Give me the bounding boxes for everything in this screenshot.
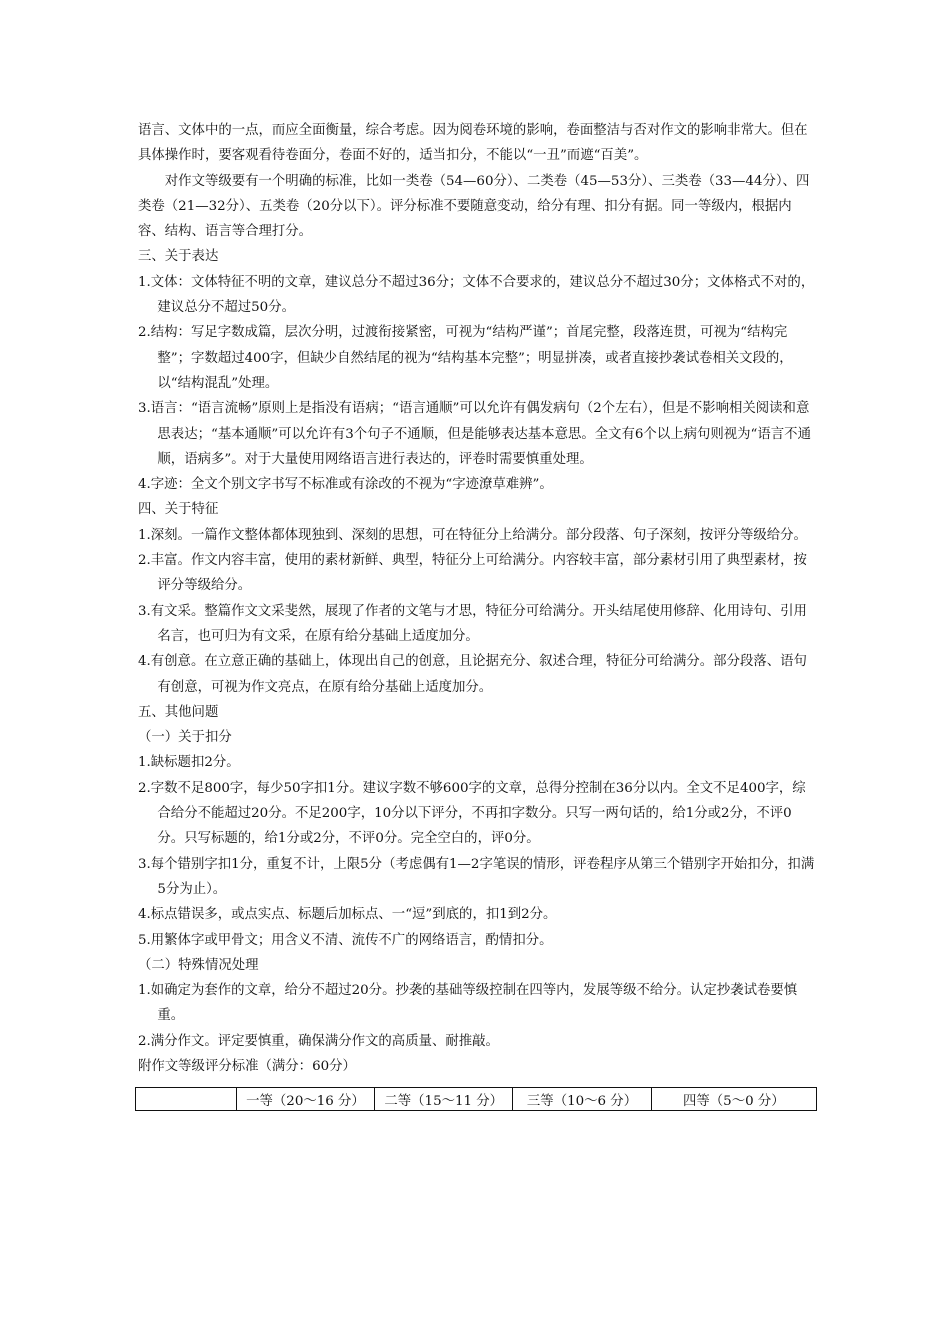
table-header-cell: 三等（10～6 分）: [513, 1088, 651, 1111]
table-header-cell: [136, 1088, 237, 1111]
table-header-cell: 一等（20～16 分）: [236, 1088, 374, 1111]
list-item: 2.满分作文。评定要慎重，确保满分作文的高质量、耐推敲。: [138, 1033, 499, 1049]
list-item: 2.结构：写足字数成篇，层次分明，过渡衔接紧密，可视为“结构严谨”；首尾完整，段落连贯，可视为“结构完整”；字数超过400字，但缺少自然结尾的视为“结构基本完整”；明显拼凑，或者直接抄袭试卷相关文段的，以“结构混乱”处理。: [138, 325, 793, 391]
list-item: 3.每个错别字扣1分，重复不计，上限5分（考虑偶有1—2字笔误的情形，评卷程序从第三个错别字开始扣分，扣满5分为止）。: [138, 856, 815, 897]
list-item: 1.如确定为套作的文章，给分不超过20分。抄袭的基础等级控制在四等内，发展等级不给分。认定抄袭试卷要慎重。: [138, 983, 798, 1024]
list-item: 1.缺标题扣2分。: [138, 755, 240, 771]
list-item: 1.深刻。一篇作文整体都体现独到、深刻的思想，可在特征分上给满分。部分段落、句子深刻，按评分等级给分。: [138, 527, 807, 543]
list-item: 3.有文采。整篇作文文采斐然，展现了作者的文笔与才思，特征分可给满分。开头结尾使用修辞、化用诗句、引用名言，也可归为有文采，在原有给分基础上适度加分。: [138, 603, 807, 644]
document-body: [138, 118, 818, 1079]
list-item: 1.文体：文体特征不明的文章，建议总分不超过36分；文体不合要求的，建议总分不超过30分；文体格式不对的，建议总分不超过50分。: [138, 274, 815, 316]
table-header-cell: 四等（5～0 分）: [651, 1088, 816, 1111]
subsection-heading: （一）关于扣分: [138, 730, 232, 746]
paragraph: 语言、文体中的一点，而应全面衡量，综合考虑。因为阅卷环境的影响，卷面整洁与否对作文的影响非常大。但在具体操作时，要客观看待卷面分，卷面不好的，适当扣分，不能以“一丑”而遮“百美”。: [138, 123, 808, 164]
list-item: 4.有创意。在立意正确的基础上，体现出自己的创意，且论据充分、叙述合理，特征分可给满分。部分段落、语句有创意，可视为作文亮点，在原有给分基础上适度加分。: [138, 654, 807, 695]
paragraph: 对作文等级要有一个明确的标准，比如一类卷（54—60分）、二类卷（45—53分）、三类卷（33—44分）、四类卷（21—32分）、五类卷（20分以下）。评分标准不要随意变动，给分有理、扣分有据。同一等级内，根据内容、结构、语言等合理打分。: [138, 173, 810, 240]
list-item: 3.语言：“语言流畅”原则上是指没有语病；“语言通顺”可以允许有偶发病句（2个左右），但是不影响相关阅读和意思表达；“基本通顺”可以允许有3个句子不通顺，但是能够表达基本意思。全文有6个以上病句则视为“语言不通顺，语病多”。对于大量使用网络语言进行表达的，评卷时需要慎重处理。: [138, 401, 811, 467]
table-header-row: [136, 1088, 817, 1111]
table-caption: 附作文等级评分标准（满分：60分）: [138, 1058, 356, 1074]
list-item: 2.字数不足800字，每少50字扣1分。建议字数不够600字的文章，总得分控制在36分以内。全文不足400字，综合给分不能超过20分。不足200字，10分以下评分，不再扣字数分。只写一两句话的，给1分或2分，不评0分。只写标题的，给1分或2分，不评0分。完全空白的，评0分。: [138, 780, 806, 847]
list-item: 4.标点错误多，或点实点、标题后加标点、一“逗”到底的，扣1到2分。: [138, 907, 557, 923]
table-header-cell: 二等（15～11 分）: [375, 1088, 513, 1111]
list-item: 2.丰富。作文内容丰富，使用的素材新鲜、典型，特征分上可给满分。内容较丰富，部分素材引用了典型素材，按评分等级给分。: [138, 553, 807, 594]
grade-table: [135, 1087, 817, 1111]
list-item: 5.用繁体字或甲骨文；用含义不清、流传不广的网络语言，酌情扣分。: [138, 932, 553, 948]
section-heading: 四、关于特征: [138, 502, 219, 518]
section-heading: 三、关于表达: [138, 249, 219, 265]
section-heading: 五、其他问题: [138, 704, 219, 720]
subsection-heading: （二）特殊情况处理: [138, 957, 259, 973]
list-item: 4.字迹：全文个别文字书写不标准或有涂改的不视为“字迹潦草难辨”。: [138, 477, 553, 493]
